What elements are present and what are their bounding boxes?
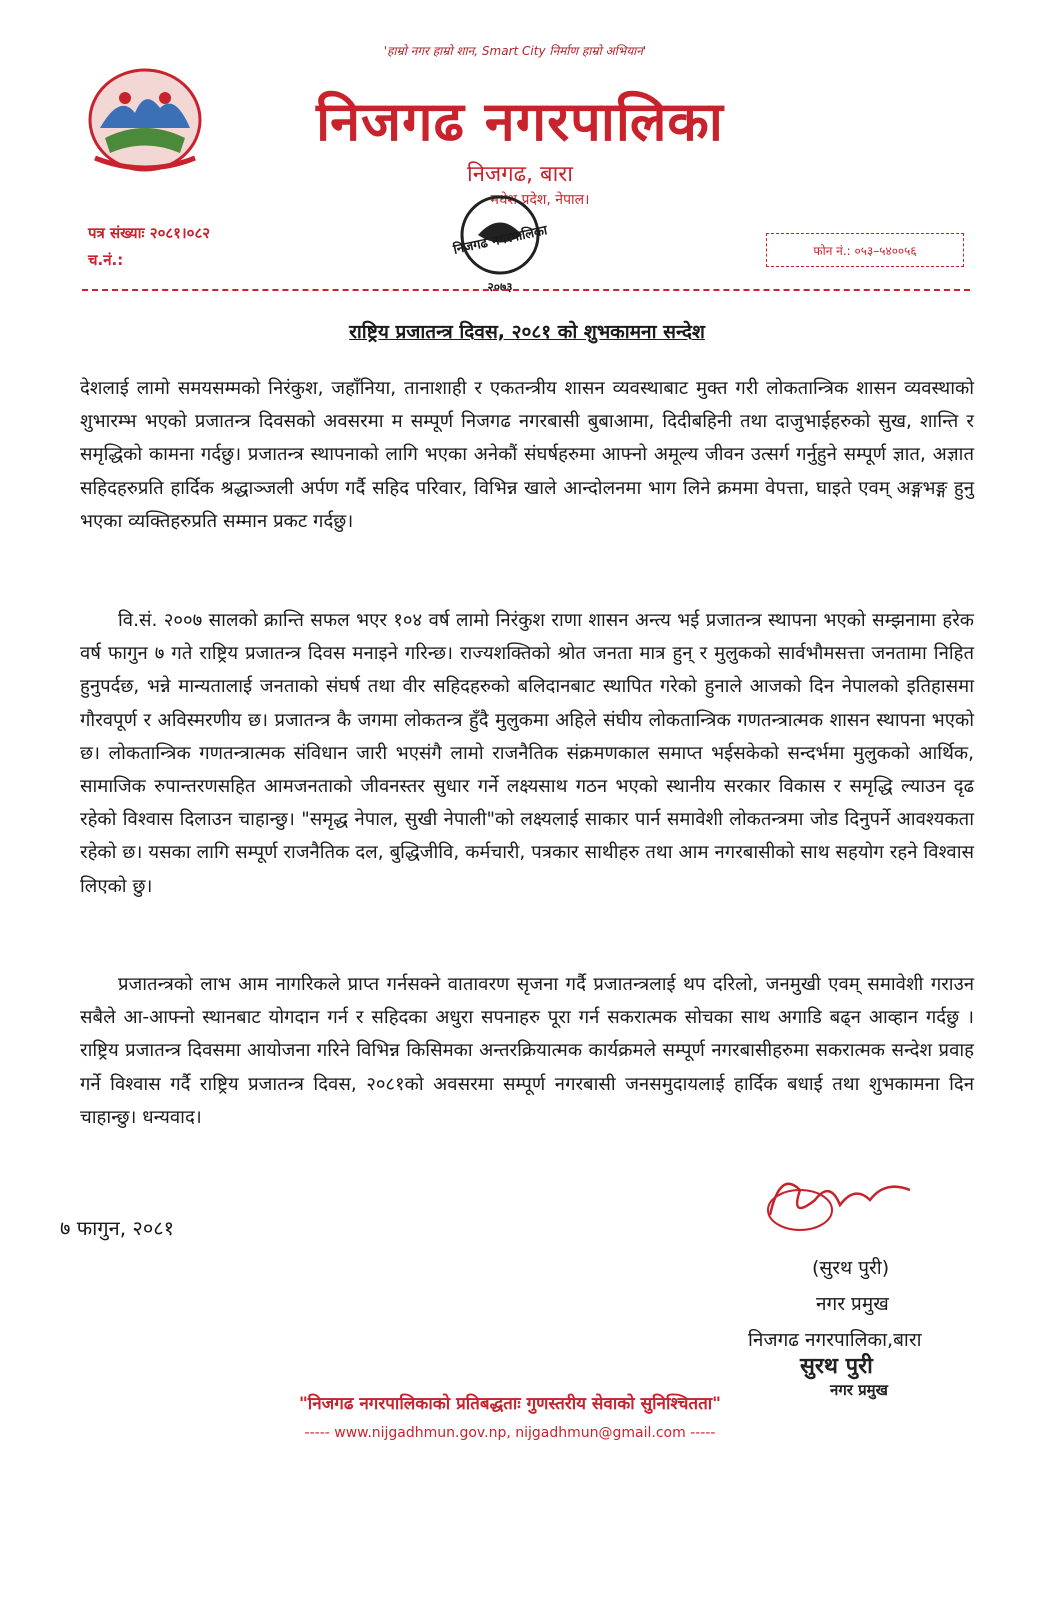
paragraph-3: प्रजातन्त्रको लाभ आम नागरिकले प्राप्त गर्नसक्ने वातावरण सृजना गर्दै प्रजातन्त्रलाई थप दरिलो, जनमुखी एवम् समावेशी गराउन सबैले आ-आफ्नो स्थानबाट योगदान गर्न र सहिदका अधुरा सपनाहरु पूरा गर्न सकरात्मक सोचका साथ अगाडि बढ्न आव्हान गर्दछु । राष्ट्रिय प्रजातन्त्र दिवसमा आयोजना गरिने विभिन्न किसिमका अन्तरक्रियात्मक कार्यक्रमले सम्पूर्ण नगरबासीहरुमा सकरात्मक सन्देश प्रवाह गर्ने विश्वास गर्दै राष्ट्रिय प्रजातन्त्र दिवस, २०८१को अवसरमा सम्पूर्ण नगरबासी जनसमुदायलाई हार्दिक बधाई तथा शुभकामना दिन चाहान्छु। धन्यवाद। (80, 974, 974, 1128)
phone-text: फोन नं.: ०५३–५४००५६ (813, 243, 917, 258)
paragraph-2: वि.सं. २००७ सालको क्रान्ति सफल भएर १०४ वर्ष लामो निरंकुश राणा शासन अन्त्य भई प्रजातन्त्र स्थापना भएको सम्झनामा हरेक वर्ष फागुन ७ गते राष्ट्रिय प्रजातन्त्र दिवस मनाइने गरिन्छ। राज्यशक्तिको श्रोत जनता मात्र हुन् र मुलुकको सार्वभौमसत्ता जनतामा निहित हुनुपर्दछ, भन्ने मान्यतालाई जनताको संघर्ष तथा वीर सहिदहरुको बलिदानबाट स्थापित गरेको हुनाले आजको दिन नेपालको इतिहासमा गौरवपूर्ण र अविस्मरणीय छ। प्रजातन्त्र कै जगमा लोकतन्त्र हुँदै मुलुकमा अहिले संघीय लोकतान्त्रिक गणतन्त्रात्मक शासन स्थापना भएको छ। लोकतान्त्रिक गणतन्त्रात्मक संविधान जारी भएसंगै लामो राजनैतिक संक्रमणकाल समाप्त भईसकेको सन्दर्भमा मुलुकको आर्थिक, सामाजिक रुपान्तरणसहित आमजनताको जीवनस्तर सुधार गर्ने लक्ष्यसाथ गठन भएको स्थानीय सरकार विकास र समृद्धि ल्याउन दृढ रहेको विश्वास दिलाउन चाहान्छु। "समृद्ध नेपाल, सुखी नेपाली"को लक्ष्यलाई साकार पार्न समावेशी लोकतन्त्रमा जोड दिनुपर्ने आवश्यकता रहेको छ। यसका लागि सम्पूर्ण राजनैतिक दल, बुद्धिजीवि, कर्मचारी, पत्रकार साथीहरु तथा आम नगरबासीको साथ सहयोग रहने विश्वास लिएको छु। (80, 610, 974, 897)
office-stamp (430, 180, 570, 300)
stamp-year: २०७३ (487, 280, 513, 294)
signatory-office: निजगढ नगरपालिका,बारा (748, 1329, 922, 1351)
name-seal (800, 1350, 940, 1410)
seal-name: सुरथ पुरी (800, 1354, 873, 1379)
stamp-text: निजगढ नगरपालिका (452, 223, 549, 258)
header-divider (82, 289, 970, 291)
letter-number: पत्र संख्याः २०८१।०८२ (88, 224, 211, 242)
seal-title: नगर प्रमुख (830, 1381, 888, 1399)
paragraph-1: देशलाई लामो समयसम्मको निरंकुश, जहाँनिया, तानाशाही र एकतन्त्रीय शासन व्यवस्थाबाट मुक्त गरी लोकतान्त्रिक शासन व्यवस्थाको शुभारम्भ भएको प्रजातन्त्र दिवसको अवसरमा म सम्पूर्ण निजगढ नगरबासी बुबाआमा, दिदीबहिनी तथा दाजुभाईहरुको सुख, शान्ति र समृद्धिको कामना गर्दछु। प्रजातन्त्र स्थापनाको लागि भएका अनेकौं संघर्षहरुमा आफ्नो अमूल्य जीवन उत्सर्ग गर्नुहुने सम्पूर्ण ज्ञात, अज्ञात सहिदहरुप्रति हार्दिक श्रद्धाञ्जली अर्पण गर्दै सहिद परिवार, विभिन्न खाले आन्दोलनमा भाग लिने क्रममा वेपत्ता, घाइते एवम् अङ्गभङ्ग हुनु भएका व्यक्तिहरुप्रति सम्मान प्रकट गर्दछु। (80, 378, 974, 532)
phone-box (766, 233, 964, 267)
place-name: निजगढ, बारा (467, 162, 573, 187)
motto-text: 'हाम्रो नगर हाम्रो शान, Smart City निर्माण हाम्रो अभियान' (383, 44, 647, 58)
footer-web: ----- www.nijgadhmun.gov.np, nijgadhmun@gmail.com ----- (304, 1425, 716, 1441)
subject-text: राष्ट्रिय प्रजातन्त्र दिवस, २०८१ को शुभकामना सन्देश (349, 321, 705, 343)
signature-icon (760, 1160, 920, 1240)
nepal-emblem-icon (80, 58, 210, 178)
dispatch-number: च.नं.: (88, 251, 124, 269)
address-line: मधेश प्रदेश, नेपाल। (490, 192, 590, 208)
footer-commitment: "निजगढ नगरपालिकाको प्रतिबद्धताः गुणस्तरीय सेवाको सुनिश्चितता" (298, 1394, 722, 1414)
signatory-title: नगर प्रमुख (816, 1293, 889, 1315)
org-name: निजगढ नगरपालिका (316, 90, 724, 153)
subject-line (80, 318, 974, 344)
letter-date: ७ फागुन, २०८१ (60, 1216, 175, 1240)
signatory-name: (सुरथ पुरी) (812, 1257, 890, 1279)
